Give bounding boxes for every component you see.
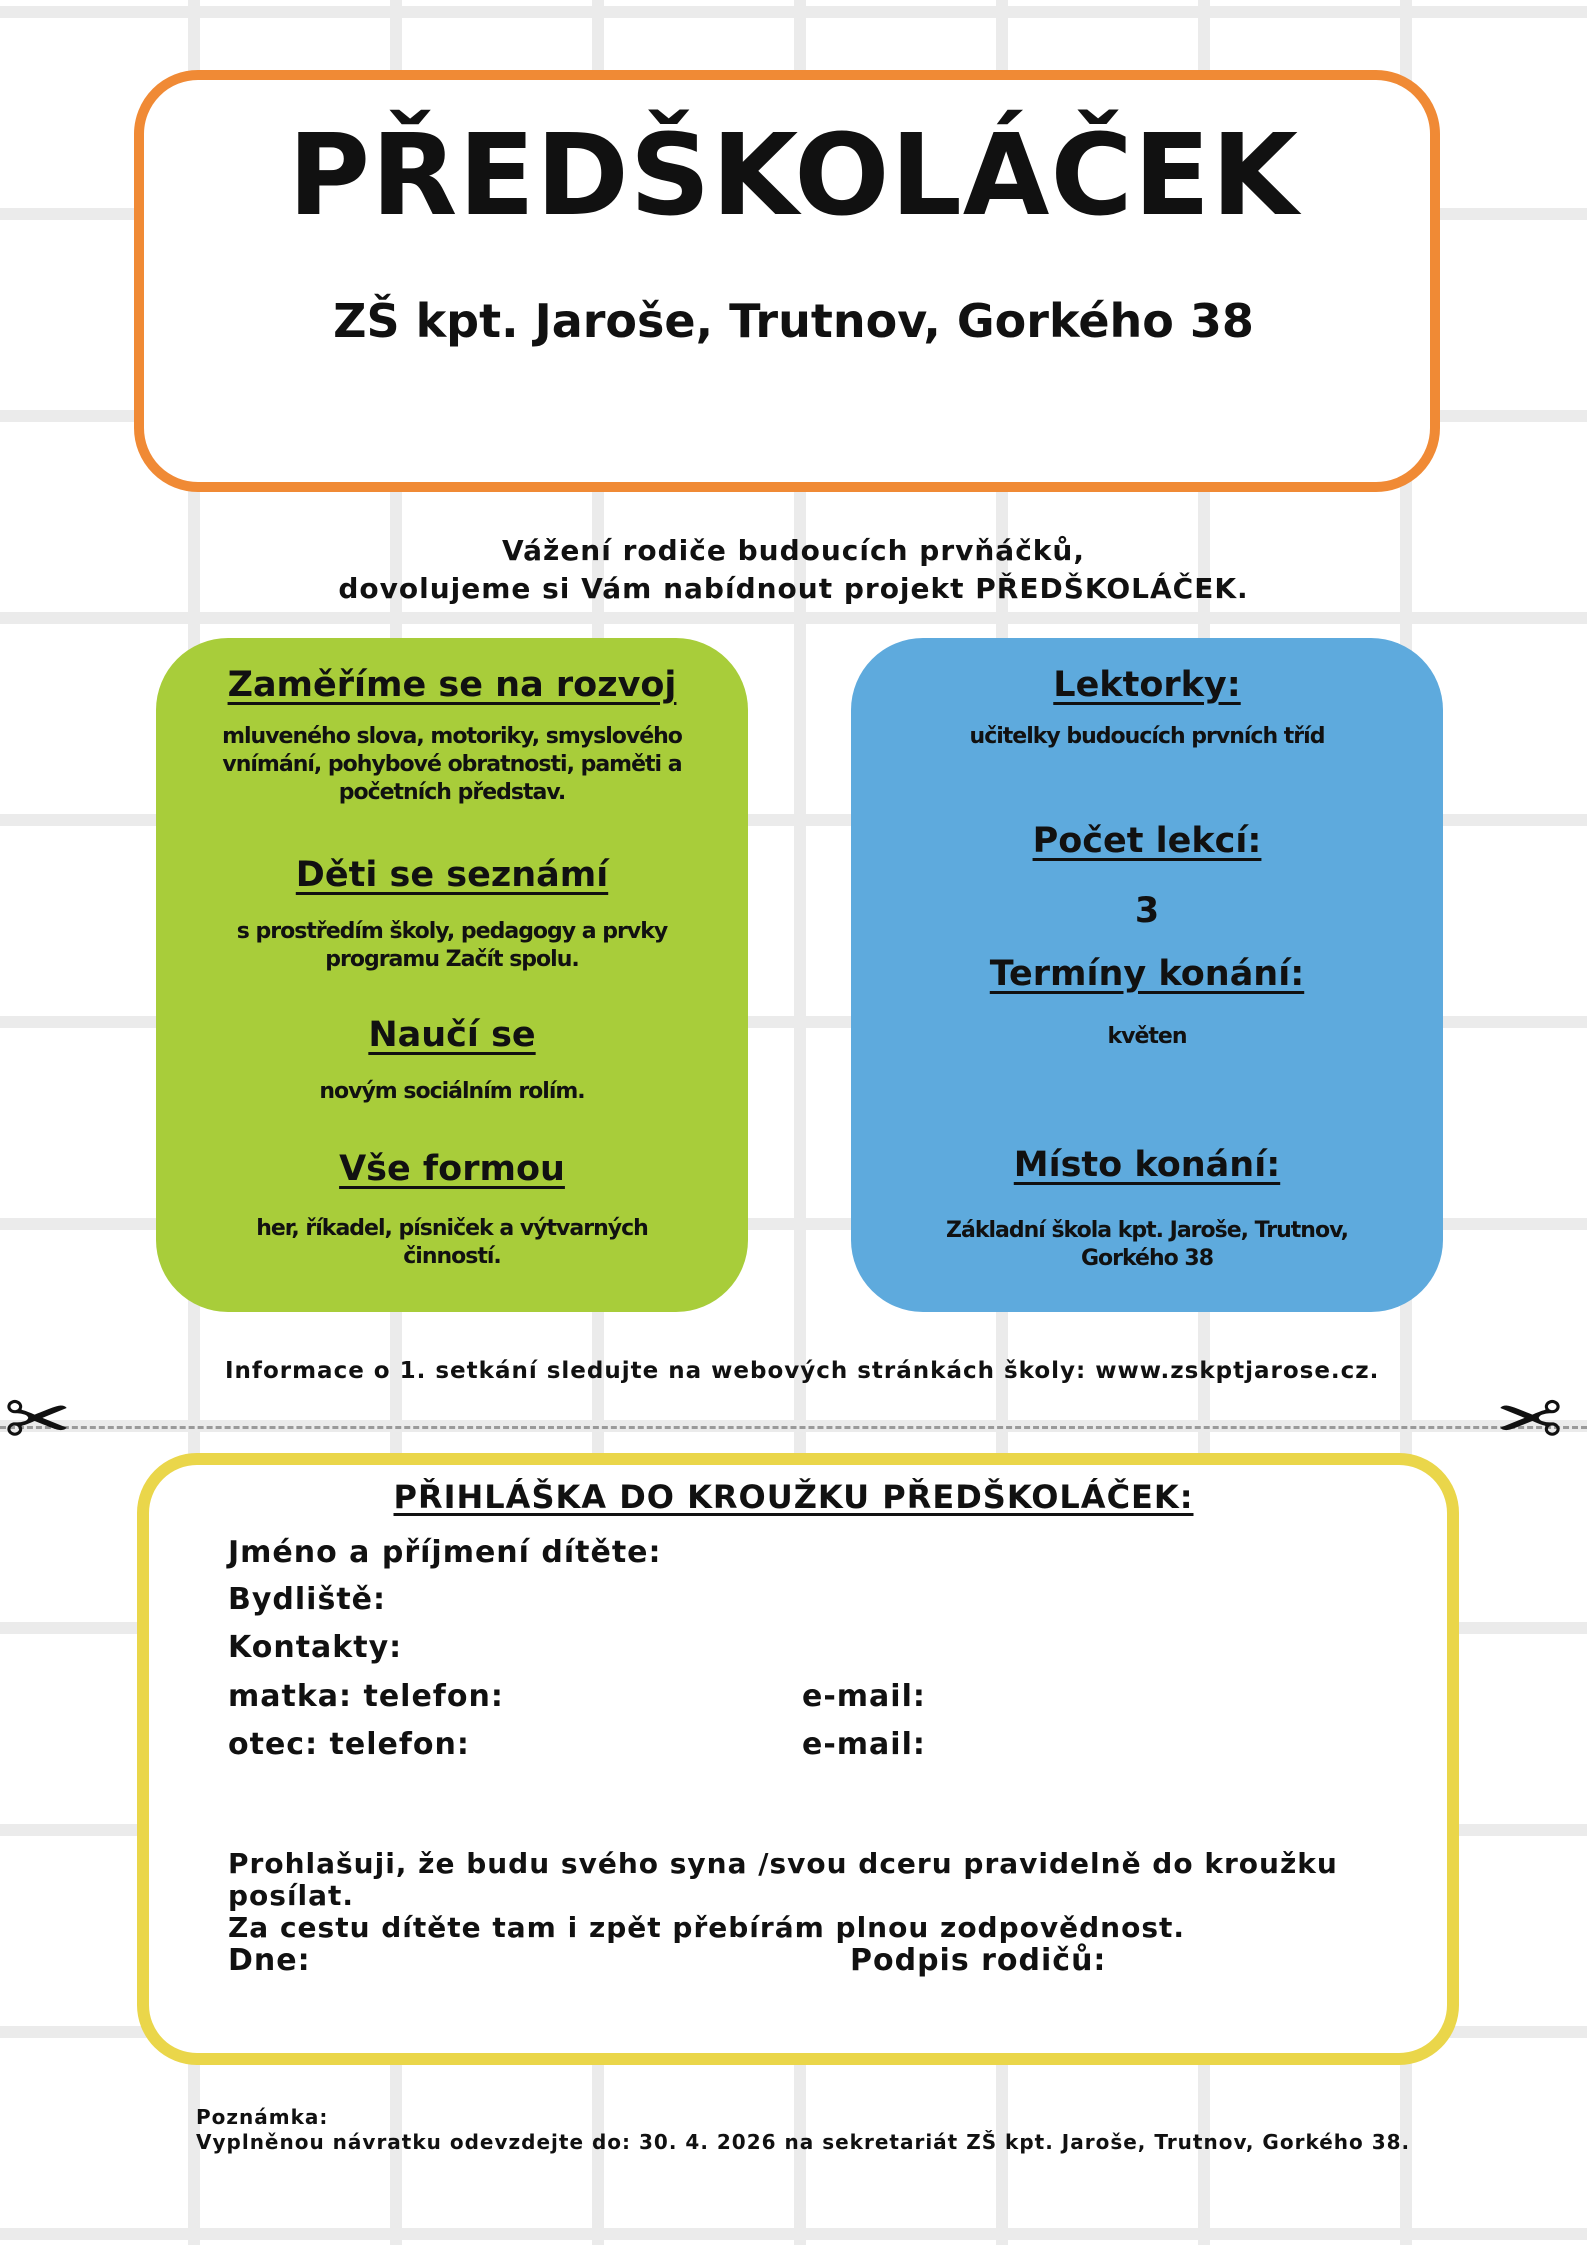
residence-label: Bydliště:	[228, 1582, 387, 1617]
father-email-label: e-mail:	[802, 1727, 926, 1762]
footnote-text: Vyplněnou návratku odevzdejte do: 30. 4. 2026 na sekretariát ZŠ kpt. Jaroše, Trutnov, Gorkého 38.	[196, 2130, 1411, 2154]
lesson-count-value: 3	[1134, 891, 1160, 931]
scissors-left-icon: ✂	[4, 1373, 72, 1466]
program-text-form: her, říkadel, písniček a výtvarných činností.	[256, 1216, 648, 1269]
father-phone-label: otec: telefon:	[228, 1727, 470, 1762]
footnote	[196, 2105, 1496, 2155]
website-info: Informace o 1. setkání sledujte na webových stránkách školy: www.zskptjarose.cz.	[225, 1358, 1380, 1384]
greeting-line-1: Vážení rodiče budoucích prvňáčků,	[501, 534, 1085, 567]
school-address-subtitle: ZŠ kpt. Jaroše, Trutnov, Gorkého 38	[333, 294, 1254, 348]
mother-phone-label: matka: telefon:	[228, 1679, 504, 1714]
mother-email-label: e-mail:	[802, 1679, 926, 1714]
signature-label: Podpis rodičů:	[850, 1943, 1107, 1978]
lecturers-heading: Lektorky:	[1053, 665, 1241, 705]
scissors-right-icon: ✂	[1496, 1373, 1564, 1466]
lesson-count-heading: Počet lekcí:	[1032, 821, 1262, 861]
program-heading-development: Zaměříme se na rozvoj	[227, 665, 677, 705]
page-title: PŘEDŠKOLÁČEK	[288, 111, 1299, 241]
declaration-line-1: Prohlašuji, že budu svého syna /svou dceru pravidelně do kroužku posílat.	[228, 1847, 1338, 1912]
declaration-line-2: Za cestu dítěte tam i zpět přebírám plnou zodpovědnost.	[228, 1911, 1186, 1944]
date-label: Dne:	[228, 1943, 311, 1978]
program-heading-introduce: Děti se seznámí	[295, 855, 609, 895]
parent-declaration	[228, 1848, 1378, 1944]
venue-heading: Místo konání:	[1013, 1145, 1281, 1185]
dates-text: květen	[1107, 1024, 1187, 1049]
greeting	[0, 532, 1587, 608]
dates-heading: Termíny konání:	[989, 954, 1305, 994]
lecturers-text: učitelky budoucích prvních tříd	[969, 724, 1325, 749]
cut-line	[0, 1426, 1587, 1429]
greeting-line-2: dovolujeme si Vám nabídnout projekt PŘEDŠKOLÁČEK.	[338, 572, 1249, 605]
program-text-introduce: s prostředím školy, pedagogy a prvky programu Začít spolu.	[236, 919, 668, 972]
program-text-development: mluveného slova, motoriky, smyslového vnímání, pohybové obratnosti, paměti a početních představ.	[222, 724, 682, 805]
child-name-label: Jméno a příjmení dítěte:	[228, 1535, 662, 1570]
program-heading-form: Vše formou	[339, 1149, 565, 1189]
contacts-label: Kontakty:	[228, 1630, 403, 1665]
form-title: PŘIHLÁŠKA DO KROUŽKU PŘEDŠKOLÁČEK:	[393, 1478, 1194, 1516]
program-heading-learn: Naučí se	[368, 1015, 536, 1055]
venue-text: Základní škola kpt. Jaroše, Trutnov, Gorkého 38	[946, 1218, 1348, 1271]
footnote-label: Poznámka:	[196, 2105, 329, 2129]
program-text-learn: novým sociálním rolím.	[319, 1079, 585, 1104]
